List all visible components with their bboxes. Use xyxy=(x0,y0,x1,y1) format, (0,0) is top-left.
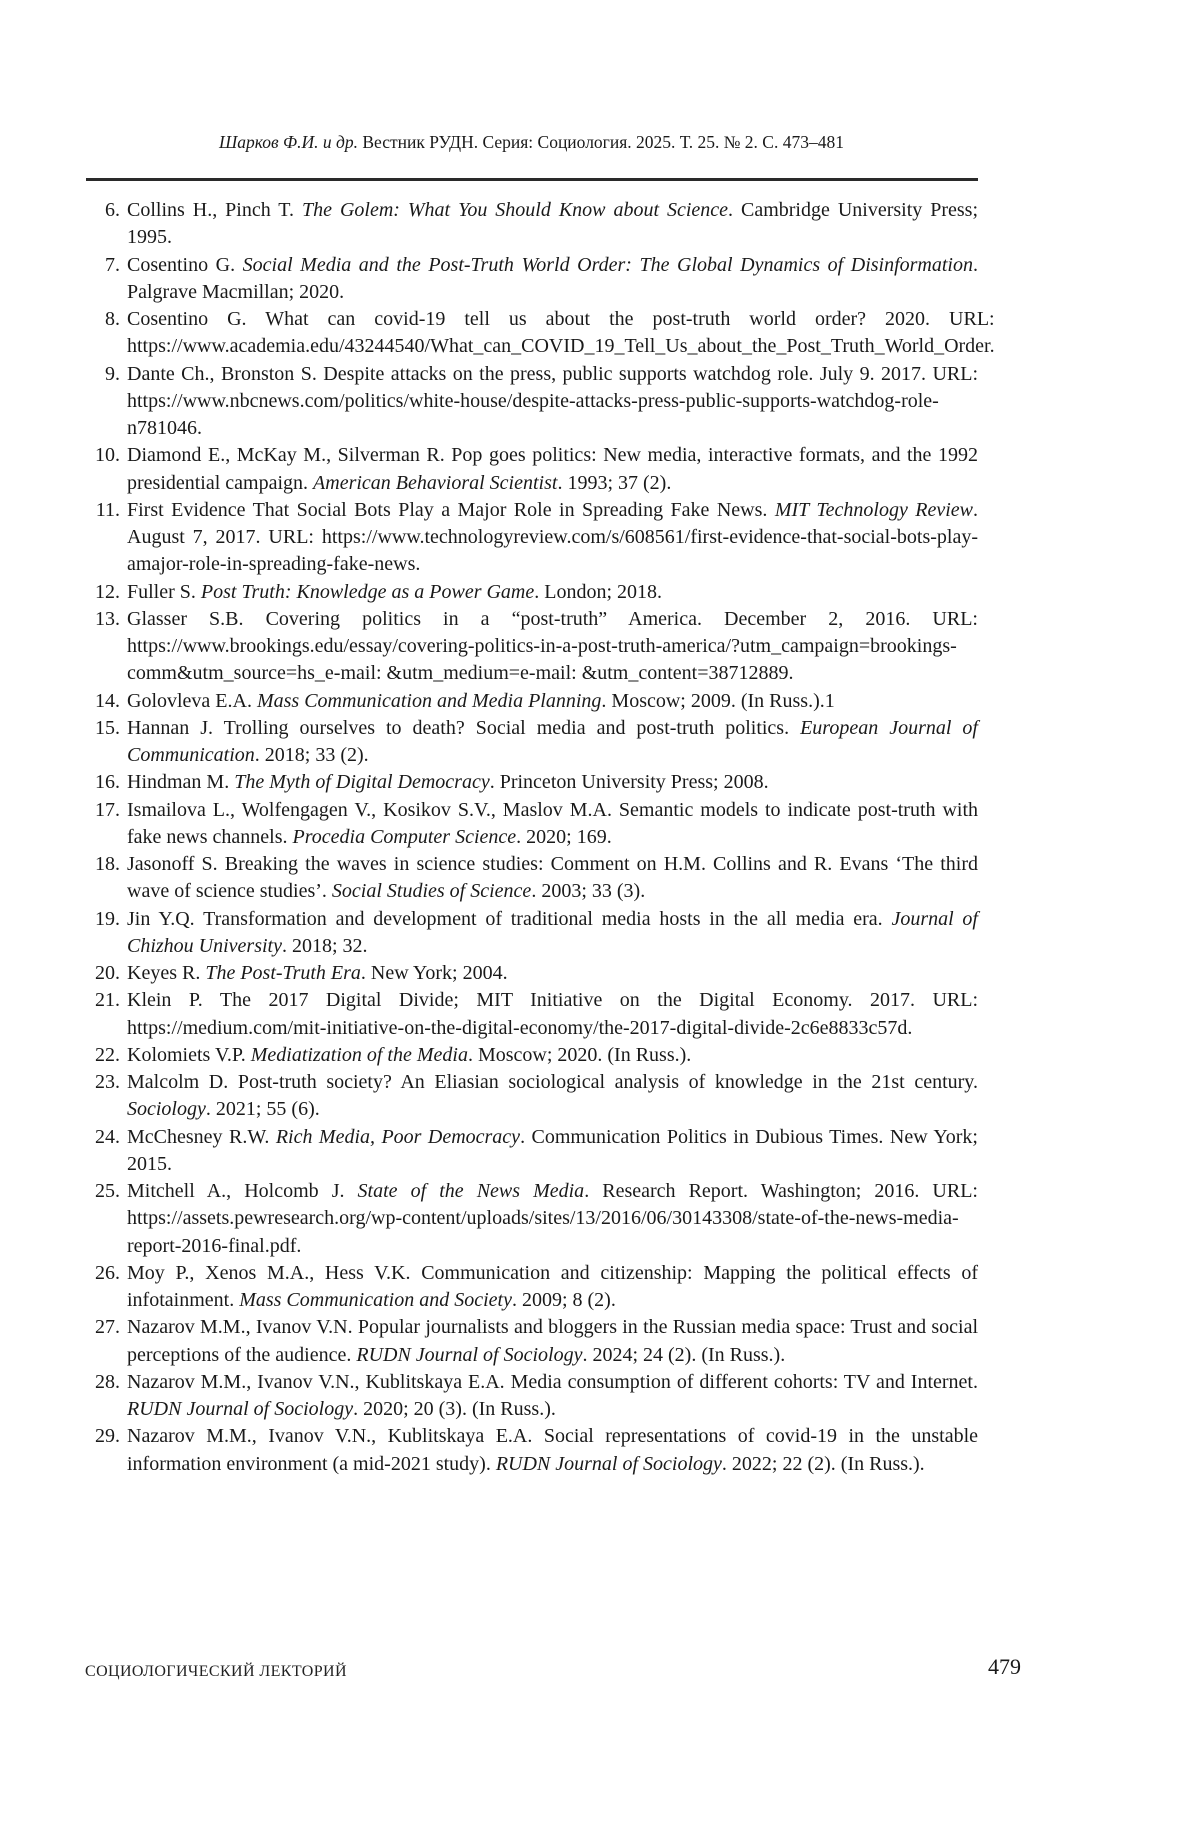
reference-number: 25. xyxy=(95,1180,120,1202)
reference-number: 22. xyxy=(95,1043,120,1066)
reference-item xyxy=(85,252,978,307)
reference-item xyxy=(85,442,978,497)
reference-item xyxy=(85,1314,978,1369)
reference-item xyxy=(85,1069,978,1124)
reference-number: 27. xyxy=(95,1316,120,1339)
reference-text: Malcolm D. Post-truth society? An Eliasian sociological analysis of knowledge in the 21st century. Sociology. 2021; 55 (6). xyxy=(127,1071,978,1121)
reference-text: McChesney R.W. Rich Media, Poor Democracy. Communication Politics in Dubious Times. New York; 2015. xyxy=(127,1125,978,1175)
reference-item xyxy=(85,1369,978,1424)
reference-item xyxy=(85,1042,978,1069)
reference-number: 15. xyxy=(95,716,120,739)
reference-item xyxy=(85,1423,978,1478)
running-head-authors: Шарков Ф.И. и др. xyxy=(219,132,358,152)
reference-text: Hannan J. Trolling ourselves to death? Social media and post-truth politics. European Journal of Communication. 2018; 33 (2). xyxy=(127,716,978,766)
reference-text: Nazarov M.M., Ivanov V.N., Kublitskaya E.A. Social representations of covid-19 in the unstable information environment (a mid-2021 study). RUDN Journal of Sociology. 2022; 22 (2). (In Russ.). xyxy=(127,1425,978,1475)
page-number: 479 xyxy=(988,1654,1021,1679)
reference-text: First Evidence That Social Bots Play a Major Role in Spreading Fake News. MIT Technology Review. August 7, 2017. URL: https://www.technologyreview.com/s/608561/first-evidence-that-social-bots-play-amajor-role-in-spreading-fake-news. xyxy=(127,498,978,576)
reference-text: Nazarov M.M., Ivanov V.N., Kublitskaya E.A. Media consumption of different cohorts: TV and Internet. RUDN Journal of Sociology. 2020; 20 (3). (In Russ.). xyxy=(127,1370,978,1420)
reference-number: 23. xyxy=(95,1071,120,1093)
reference-number: 28. xyxy=(95,1370,120,1393)
reference-item xyxy=(85,715,978,770)
reference-item xyxy=(85,987,978,1042)
reference-item xyxy=(85,851,978,906)
reference-text: Hindman M. The Myth of Digital Democracy. Princeton University Press; 2008. xyxy=(127,771,769,794)
reference-number: 21. xyxy=(95,989,120,1012)
reference-number: 6. xyxy=(105,199,120,221)
reference-item xyxy=(85,579,978,606)
reference-number: 29. xyxy=(95,1425,120,1448)
reference-number: 16. xyxy=(95,771,120,794)
reference-number: 14. xyxy=(95,689,120,712)
reference-text: Cosentino G. What can covid-19 tell us about the post-truth world order? 2020. URL: https://www.academia.edu/43244540/What_can_COVID_19_Tell_Us_about_the_Post_Truth_World_Order. xyxy=(127,308,995,358)
reference-item xyxy=(85,797,978,852)
reference-item xyxy=(85,960,978,987)
reference-text: Jin Y.Q. Transformation and development of traditional media hosts in the all media era. Journal of Chizhou University. 2018; 32. xyxy=(127,907,978,957)
reference-item xyxy=(85,688,978,715)
reference-item xyxy=(85,906,978,961)
reference-item xyxy=(85,361,978,443)
reference-text: Collins H., Pinch T. The Golem: What You Should Know about Science. Cambridge University Press; 1995. xyxy=(127,199,979,249)
reference-item xyxy=(85,197,978,252)
reference-number: 12. xyxy=(95,580,120,603)
reference-number: 10. xyxy=(95,444,120,467)
running-head xyxy=(85,130,978,154)
reference-text: Diamond E., McKay M., Silverman R. Pop goes politics: New media, interactive formats, and the 1992 presidential campaign. American Behavioral Scientist. 1993; 37 (2). xyxy=(127,444,978,494)
reference-text: Kolomiets V.P. Mediatization of the Media. Moscow; 2020. (In Russ.). xyxy=(127,1043,692,1066)
reference-text: Mitchell A., Holcomb J. State of the News Media. Research Report. Washington; 2016. URL: https://assets.pewresearch.org/wp-content/uploads/sites/13/2016/06/30143308/state-of-the-news-media-report-2016-final.pdf. xyxy=(127,1180,978,1257)
header-rule xyxy=(86,178,978,181)
reference-text: Moy P., Xenos M.A., Hess V.K. Communication and citizenship: Mapping the political effects of infotainment. Mass Communication and Society. 2009; 8 (2). xyxy=(127,1261,978,1311)
reference-item xyxy=(85,1260,978,1315)
reference-item xyxy=(85,606,978,688)
reference-text: Keyes R. The Post-Truth Era. New York; 2004. xyxy=(127,962,508,984)
reference-number: 17. xyxy=(95,798,120,821)
reference-number: 19. xyxy=(95,907,120,930)
reference-text: Golovleva E.A. Mass Communication and Media Planning. Moscow; 2009. (In Russ.).1 xyxy=(127,689,835,712)
reference-item xyxy=(85,769,978,796)
reference-item xyxy=(85,1178,978,1260)
reference-number: 24. xyxy=(95,1125,120,1148)
reference-text: Klein P. The 2017 Digital Divide; MIT Initiative on the Digital Economy. 2017. URL: https://medium.com/mit-initiative-on-the-digital-economy/the-2017-digital-divide-2c6e8833c57d. xyxy=(127,989,978,1039)
reference-text: Dante Ch., Bronston S. Despite attacks on the press, public supports watchdog role. July 9. 2017. URL: https://www.nbcnews.com/politics/white-house/despite-attacks-press-public-supports-watchdog-role-n781046. xyxy=(127,362,978,439)
reference-list xyxy=(85,197,995,1478)
reference-number: 11. xyxy=(95,498,120,521)
reference-text: Glasser S.B. Covering politics in a “post-truth” America. December 2, 2016. URL: https://www.brookings.edu/essay/covering-politics-in-a-post-truth-america/?utm_campaign=brookings-comm&utm_source=hs_e-mail: &utm_medium=e-mail: &utm_content=38712889. xyxy=(127,607,978,685)
reference-number: 13. xyxy=(95,607,120,630)
reference-number: 18. xyxy=(95,853,120,875)
reference-item xyxy=(85,1124,978,1179)
reference-number: 8. xyxy=(105,308,120,330)
reference-number: 20. xyxy=(95,962,120,984)
reference-item xyxy=(85,306,995,361)
reference-text: Cosentino G. Social Media and the Post-Truth World Order: The Global Dynamics of Disinformation. Palgrave Macmillan; 2020. xyxy=(127,253,978,303)
footer-section-label: СОЦИОЛОГИЧЕСКИЙ ЛЕКТОРИЙ xyxy=(85,1663,347,1680)
reference-number: 7. xyxy=(105,253,120,276)
reference-item xyxy=(85,497,978,579)
reference-text: Ismailova L., Wolfengagen V., Kosikov S.V., Maslov M.A. Semantic models to indicate post-truth with fake news channels. Procedia Computer Science. 2020; 169. xyxy=(127,798,978,848)
reference-text: Fuller S. Post Truth: Knowledge as a Power Game. London; 2018. xyxy=(127,580,663,603)
running-head-citation: Вестник РУДН. Серия: Социология. 2025. Т. 25. № 2. С. 473–481 xyxy=(357,132,844,152)
reference-text: Nazarov M.M., Ivanov V.N. Popular journalists and bloggers in the Russian media space: Trust and social perceptions of the audience. RUDN Journal of Sociology. 2024; 24 (2). (In Russ.). xyxy=(127,1316,978,1366)
reference-number: 9. xyxy=(105,362,120,385)
reference-number: 26. xyxy=(95,1261,120,1284)
reference-text: Jasonoff S. Breaking the waves in science studies: Comment on H.M. Collins and R. Evans ‘The third wave of science studies’. Social Studies of Science. 2003; 33 (3). xyxy=(127,853,978,903)
